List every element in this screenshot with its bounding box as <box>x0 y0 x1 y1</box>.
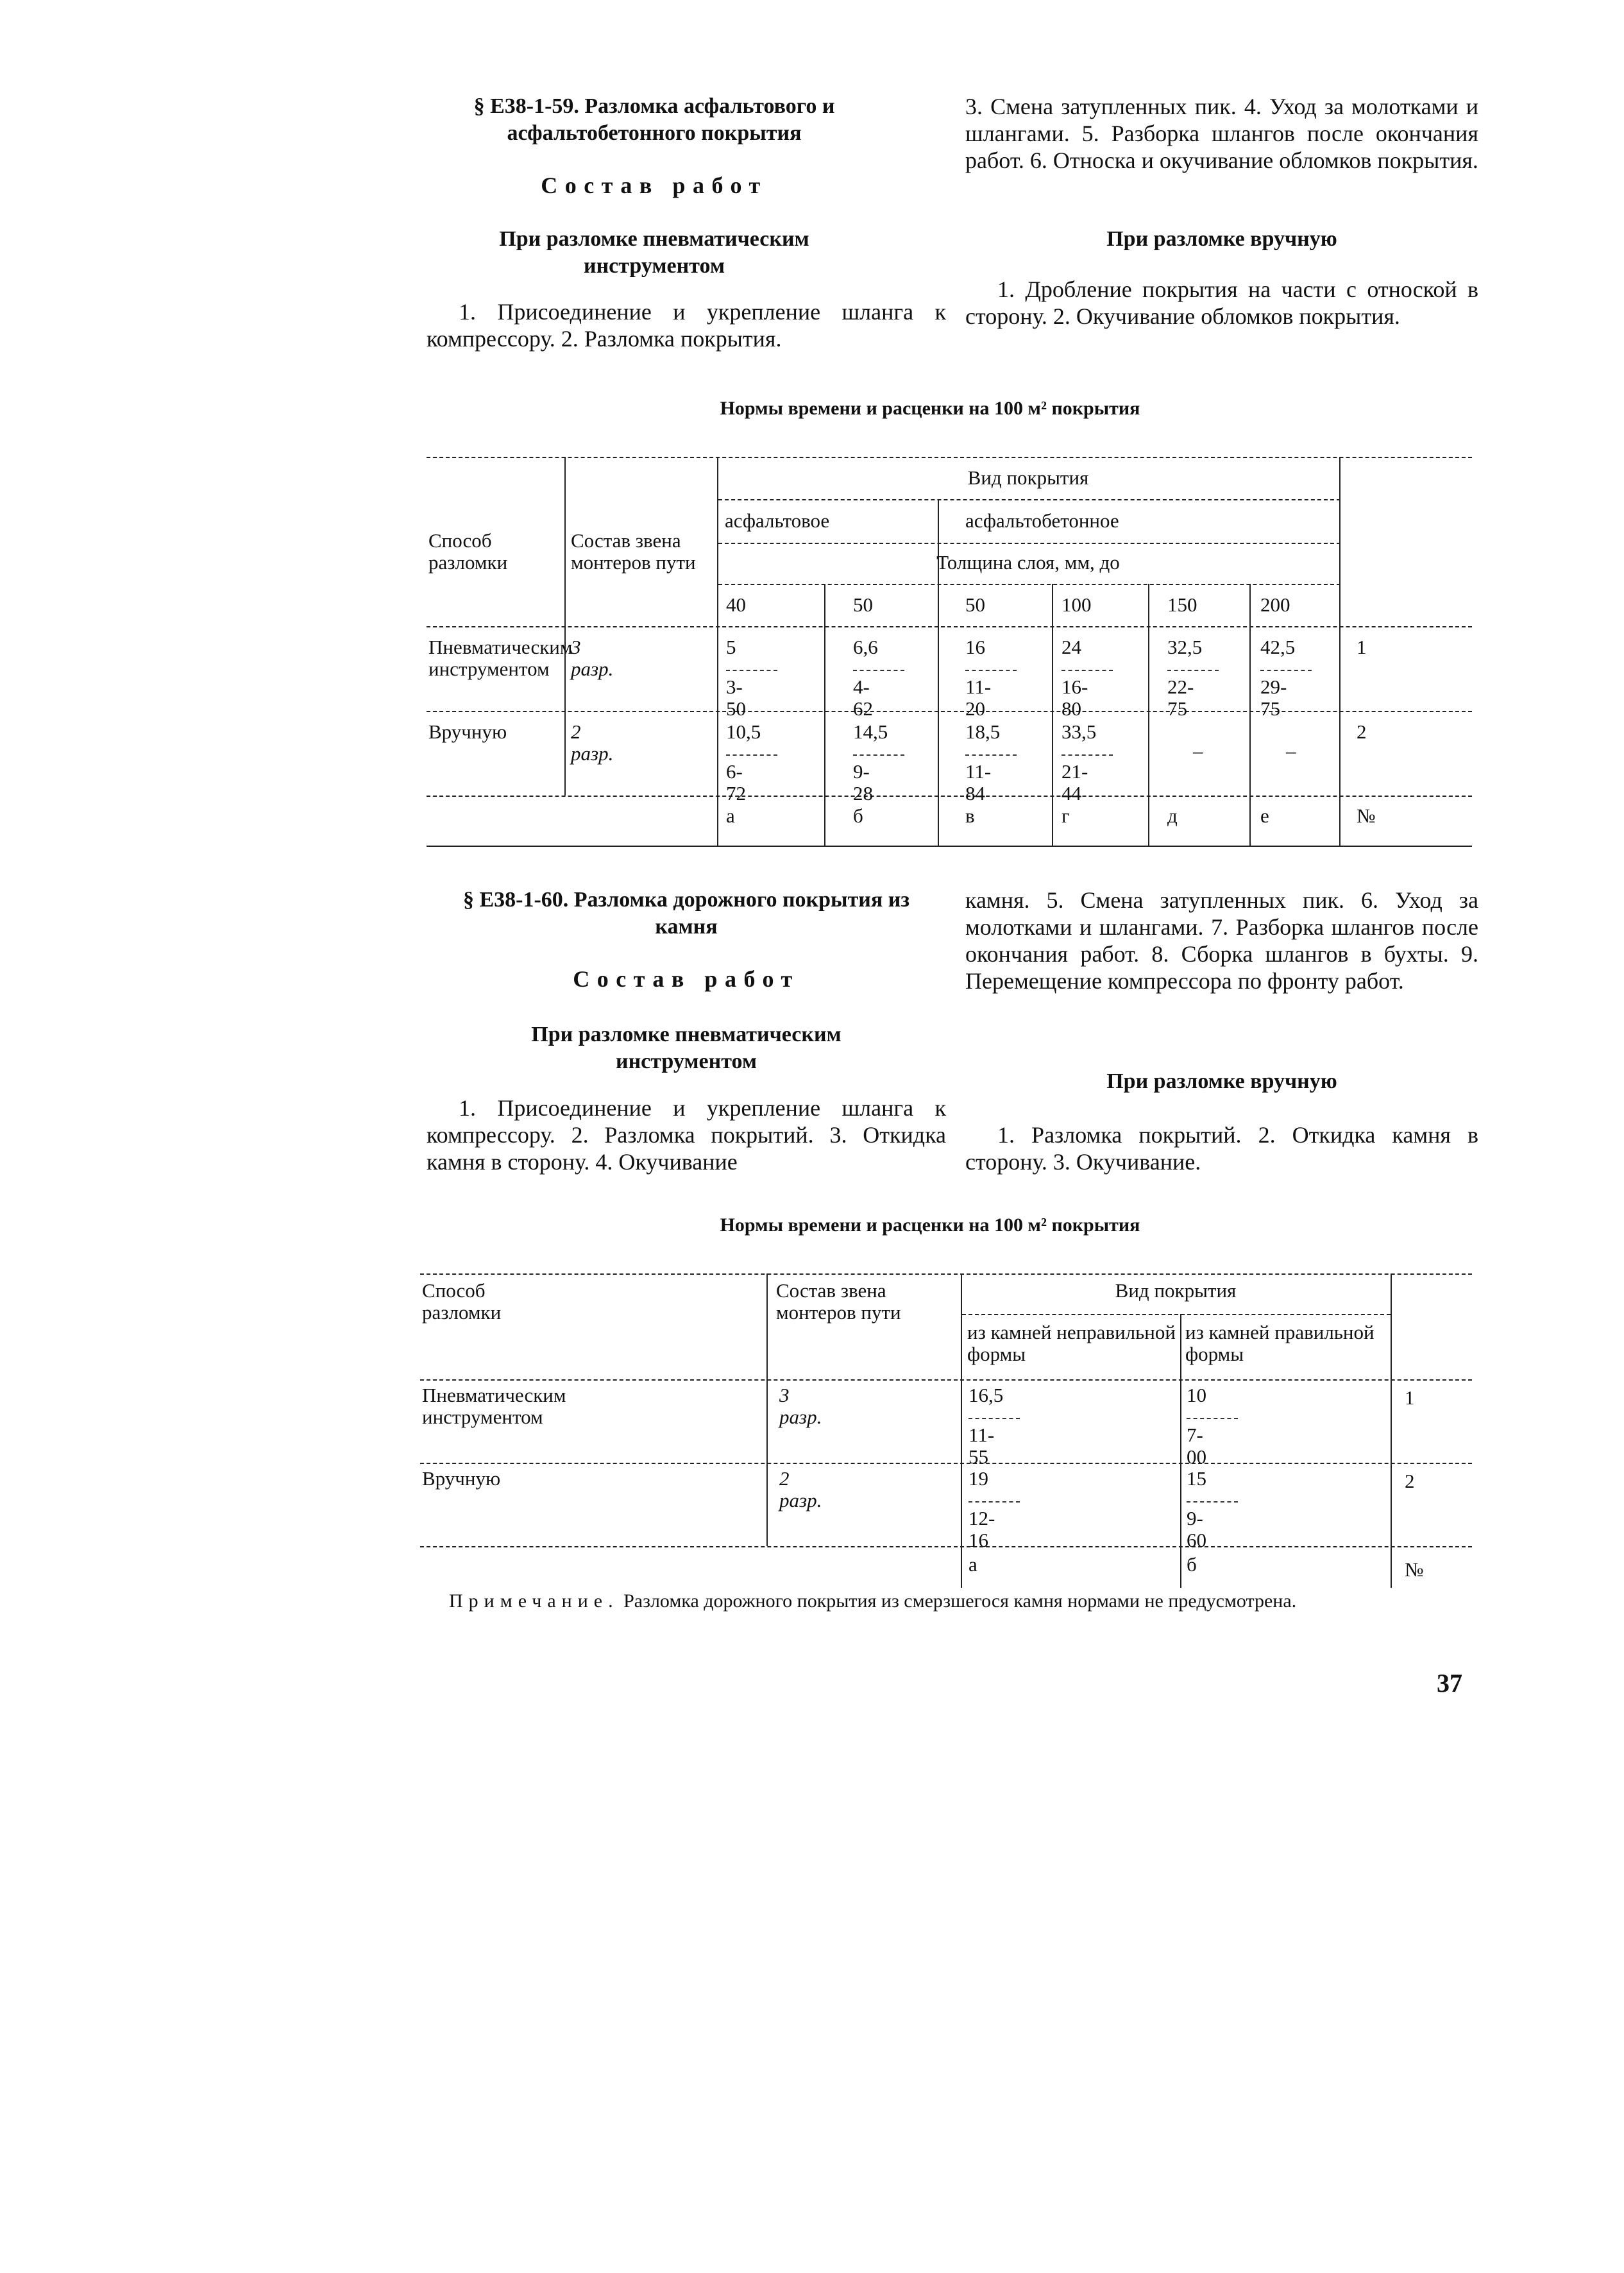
table1-r1-c6-fraction-line <box>1260 670 1312 671</box>
section-1-pneumatic-text-part2: 3. Смена затупленных пик. 4. Уход за молотками и шлангами. 5. Разборка шлангов после окончания работ. 6. Относка и окучивание обломков покрытия. <box>965 94 1478 173</box>
section-1-pneumatic-text-part1: 1. Присоединение и укрепление шланга к компрессору. 2. Разломка покрытия. <box>427 299 946 352</box>
section-1-manual-heading: При разломке вручную <box>1106 227 1337 251</box>
table2-r2-c2-norm: 15 <box>1187 1467 1206 1490</box>
table2-row1-method: Пневматическим инструментом <box>422 1384 566 1428</box>
table2-letter-b: б <box>1187 1553 1197 1576</box>
table1-thickness-200: 200 <box>1260 593 1290 616</box>
table1-letter-a: а <box>726 804 735 827</box>
section-1-table-caption-text: Нормы времени и расценки на 100 м² покрытия <box>720 398 1140 419</box>
table2-row1-no: 1 <box>1405 1386 1415 1409</box>
table1-r1-c5-fraction-line <box>1167 670 1219 671</box>
table2-r2-c2-rate: 9-60 <box>1187 1507 1206 1551</box>
table1-r2-c2-rate: 9-28 <box>853 760 873 804</box>
section-1-pneumatic-text-right <box>965 93 1478 174</box>
table1-row2-no: 2 <box>1357 720 1367 743</box>
table1-thickness-100: 100 <box>1062 593 1092 616</box>
table1-letter-b: б <box>853 804 863 827</box>
section-2-pneumatic-text-left <box>427 1094 946 1175</box>
section-2-table-caption <box>577 1214 1283 1236</box>
table1-r1-c2-fraction-line <box>853 670 904 671</box>
table1-row2-method: Вручную <box>428 720 507 743</box>
table1-header-asphalt: асфальтовое <box>725 509 830 532</box>
table1-row1-method: Пневматическим инструментом <box>428 636 573 680</box>
section-1-pneumatic-heading: При разломке пневматическим инструментом <box>499 227 809 278</box>
note-text: Разломка дорожного покрытия из смерзшегося камня нормами не предусмотрена. <box>623 1590 1297 1612</box>
table1-header-asphaltconcrete: асфальтобетонное <box>965 509 1119 532</box>
note-label: Примечание. <box>449 1590 619 1612</box>
table2-header-regular: из камней правильной формы <box>1185 1321 1374 1365</box>
section-2-note <box>449 1590 1475 1613</box>
table2-letter-no: № <box>1405 1558 1424 1581</box>
table1-r1-c1-rate: 3-50 <box>726 676 746 720</box>
table1-row2-crew: 2 разр. <box>571 720 614 765</box>
table2-r1-c2-norm: 10 <box>1187 1384 1206 1406</box>
section-1-table-caption <box>577 398 1283 420</box>
table1-r2-c3-norm: 18,5 <box>965 720 1001 743</box>
table2-r1-c2-rate: 7-00 <box>1187 1424 1206 1468</box>
table1-header-thickness: Толщина слоя, мм, до <box>936 551 1120 574</box>
table1-row1-crew: 3 разр. <box>571 636 614 680</box>
table2-header-irregular: из камней неправильной формы <box>967 1321 1176 1365</box>
table2-row1-crew: 3 разр. <box>779 1384 822 1428</box>
page-number: 37 <box>1437 1669 1462 1698</box>
table1-r2-c1-norm: 10,5 <box>726 720 761 743</box>
table2-r2-c1-fraction-line <box>968 1501 1020 1503</box>
table2-row2-no: 2 <box>1405 1470 1415 1492</box>
table2-r2-c1-rate: 12-16 <box>968 1507 995 1551</box>
table1-r1-c6-rate: 29-75 <box>1260 676 1287 720</box>
table1-r1-c4-rate: 16-80 <box>1062 676 1088 720</box>
table1-thickness-40: 40 <box>726 593 746 616</box>
table2-row2-method: Вручную <box>422 1467 501 1490</box>
table2-header-crew: Состав звена монтеров пути <box>776 1279 901 1324</box>
table1-letter-v: в <box>965 804 975 827</box>
table1-r1-c3-fraction-line <box>965 670 1017 671</box>
table2-r2-c1-norm: 19 <box>968 1467 988 1490</box>
table1-r1-c2-rate: 4-62 <box>853 676 873 720</box>
table2-r2-c2-fraction-line <box>1187 1501 1238 1503</box>
section-2-composition-heading: Состав работ <box>573 966 800 992</box>
table1-thickness-50a: 50 <box>853 593 873 616</box>
section-2-pneumatic-text-part2: камня. 5. Смена затупленных пик. 6. Уход за молотками и шлангами. 7. Разборка шлангов после окончания работ. 8. Сборка шлангов в бухты. 9. Перемещение компрессора по фронту работ. <box>965 887 1478 994</box>
table1-r1-c1-norm: 5 <box>726 636 736 658</box>
table1-r1-c2-norm: 6,6 <box>853 636 878 658</box>
section-2-title: § Е38-1-60. Разломка дорожного покрытия из камня <box>462 888 910 939</box>
table2-r1-c1-norm: 16,5 <box>968 1384 1004 1406</box>
table1-r2-c4-norm: 33,5 <box>1062 720 1097 743</box>
table1-r2-c5-norm: – <box>1193 740 1203 762</box>
section-2-pneumatic-text-part1: 1. Присоединение и укрепление шланга к компрессору. 2. Разломка покрытий. 3. Откидка камня в сторону. 4. Окучивание <box>427 1095 946 1175</box>
table1-r1-c5-norm: 32,5 <box>1167 636 1203 658</box>
table1-thickness-150: 150 <box>1167 593 1197 616</box>
section-1-pneumatic-text-left <box>427 298 946 352</box>
table1-letter-g: г <box>1062 804 1070 827</box>
table1-r2-c1-rate: 6-72 <box>726 760 746 804</box>
table2-row2-crew: 2 разр. <box>779 1467 822 1511</box>
table1-r1-c1-fraction-line <box>726 670 777 671</box>
table1-header-crew: Состав звена монтеров пути <box>571 529 696 574</box>
section-2-manual-text: 1. Разломка покрытий. 2. Откидка камня в сторону. 3. Окучивание. <box>965 1122 1478 1175</box>
section-2-pneumatic-heading: При разломке пневматическим инструментом <box>531 1023 842 1073</box>
table2-r1-c1-fraction-line <box>968 1418 1020 1419</box>
table1-r2-c2-norm: 14,5 <box>853 720 888 743</box>
table1-letter-no: № <box>1357 804 1376 827</box>
section-2-pneumatic-text-right <box>965 887 1478 994</box>
section-2-table-caption-text: Нормы времени и расценки на 100 м² покрытия <box>720 1214 1140 1236</box>
table1-letter-e: е <box>1260 804 1269 827</box>
table1-r1-c3-rate: 11-20 <box>965 676 992 720</box>
section-1-composition-heading: Состав работ <box>541 173 768 198</box>
table1-letter-d: д <box>1167 804 1178 827</box>
table1-header-type: Вид покрытия <box>967 466 1089 489</box>
table1-r2-c2-fraction-line <box>853 754 904 756</box>
table1-r1-c5-rate: 22-75 <box>1167 676 1194 720</box>
table2-letter-a: а <box>968 1553 977 1576</box>
table1-r2-c3-rate: 11-84 <box>965 760 992 804</box>
table1-r2-c4-fraction-line <box>1062 754 1113 756</box>
table1-r2-c4-rate: 21-44 <box>1062 760 1088 804</box>
table1-header-method: Способ разломки <box>428 529 508 574</box>
table2-header-type: Вид покрытия <box>1115 1279 1237 1302</box>
table1-r2-c1-fraction-line <box>726 754 777 756</box>
section-2-manual-heading: При разломке вручную <box>1106 1069 1337 1093</box>
section-1-manual-text: 1. Дробление покрытия на части с отноской в сторону. 2. Окучивание обломков покрытия. <box>965 277 1478 329</box>
table1-r1-c3-norm: 16 <box>965 636 985 658</box>
table1-r2-c6-norm: – <box>1286 740 1296 762</box>
table1-r1-c6-norm: 42,5 <box>1260 636 1296 658</box>
table1-r2-c3-fraction-line <box>965 754 1017 756</box>
table2-r1-c1-rate: 11-55 <box>968 1424 995 1468</box>
table1-row1-no: 1 <box>1357 636 1367 658</box>
table1-r1-c4-norm: 24 <box>1062 636 1081 658</box>
table1-thickness-50b: 50 <box>965 593 985 616</box>
table1-r1-c4-fraction-line <box>1062 670 1113 671</box>
table2-r1-c2-fraction-line <box>1187 1418 1238 1419</box>
table2-header-method: Способ разломки <box>422 1279 502 1324</box>
section-1-title: § Е38-1-59. Разломка асфальтового и асфальтобетонного покрытия <box>473 94 835 145</box>
